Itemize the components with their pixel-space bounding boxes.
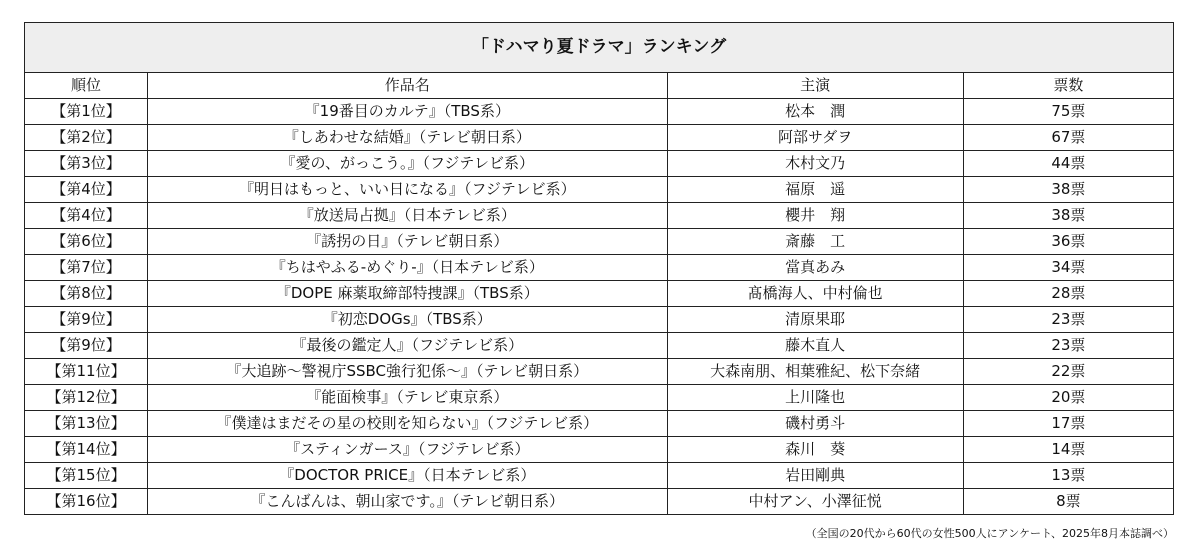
table-row bbox=[25, 229, 1174, 255]
table-row bbox=[25, 255, 1174, 281]
column-header-title: 作品名 bbox=[148, 73, 667, 99]
title-cell: 『ちはやふる-めぐり-』（日本テレビ系） bbox=[148, 255, 667, 281]
lead-cell: 阿部サダヲ bbox=[667, 125, 963, 151]
table-row bbox=[25, 411, 1174, 437]
title-cell: 『DOCTOR PRICE』（日本テレビ系） bbox=[148, 463, 667, 489]
rank-cell: 【第13位】 bbox=[25, 411, 148, 437]
rank-cell: 【第3位】 bbox=[25, 151, 148, 177]
table-row bbox=[25, 359, 1174, 385]
table-row bbox=[25, 307, 1174, 333]
rank-cell: 【第15位】 bbox=[25, 463, 148, 489]
table-row bbox=[25, 99, 1174, 125]
votes-cell: 67票 bbox=[963, 125, 1173, 151]
title-cell: 『明日はもっと、いい日になる』（フジテレビ系） bbox=[148, 177, 667, 203]
title-cell: 『こんばんは、朝山家です。』（テレビ朝日系） bbox=[148, 489, 667, 515]
lead-cell: 上川隆也 bbox=[667, 385, 963, 411]
table-row bbox=[25, 385, 1174, 411]
votes-cell: 75票 bbox=[963, 99, 1173, 125]
rank-cell: 【第9位】 bbox=[25, 307, 148, 333]
votes-cell: 28票 bbox=[963, 281, 1173, 307]
column-header-rank: 順位 bbox=[25, 73, 148, 99]
title-cell: 『僕達はまだその星の校則を知らない』（フジテレビ系） bbox=[148, 411, 667, 437]
ranking-table bbox=[24, 22, 1174, 515]
table-row bbox=[25, 151, 1174, 177]
votes-cell: 20票 bbox=[963, 385, 1173, 411]
table-row bbox=[25, 203, 1174, 229]
survey-footnote: （全国の20代から60代の女性500人にアンケート、2025年8月本誌調べ） bbox=[805, 527, 1174, 540]
title-cell: 『愛の、がっこう。』（フジテレビ系） bbox=[148, 151, 667, 177]
title-cell: 『能面検事』（テレビ東京系） bbox=[148, 385, 667, 411]
votes-cell: 36票 bbox=[963, 229, 1173, 255]
table-row bbox=[25, 489, 1174, 515]
votes-cell: 38票 bbox=[963, 203, 1173, 229]
votes-cell: 23票 bbox=[963, 333, 1173, 359]
lead-cell: 松本 潤 bbox=[667, 99, 963, 125]
lead-cell: 藤木直人 bbox=[667, 333, 963, 359]
lead-cell: 中村アン、小澤征悦 bbox=[667, 489, 963, 515]
rank-cell: 【第7位】 bbox=[25, 255, 148, 281]
rank-cell: 【第9位】 bbox=[25, 333, 148, 359]
lead-cell: 森川 葵 bbox=[667, 437, 963, 463]
title-cell: 『大追跡〜警視庁SSBC強行犯係〜』（テレビ朝日系） bbox=[148, 359, 667, 385]
votes-cell: 38票 bbox=[963, 177, 1173, 203]
rank-cell: 【第4位】 bbox=[25, 177, 148, 203]
rank-cell: 【第11位】 bbox=[25, 359, 148, 385]
votes-cell: 22票 bbox=[963, 359, 1173, 385]
rank-cell: 【第8位】 bbox=[25, 281, 148, 307]
lead-cell: 清原果耶 bbox=[667, 307, 963, 333]
table-row bbox=[25, 463, 1174, 489]
column-header-votes: 票数 bbox=[963, 73, 1173, 99]
lead-cell: 斎藤 工 bbox=[667, 229, 963, 255]
votes-cell: 8票 bbox=[963, 489, 1173, 515]
title-cell: 『最後の鑑定人』（フジテレビ系） bbox=[148, 333, 667, 359]
table-row bbox=[25, 177, 1174, 203]
table-header-row bbox=[25, 73, 1174, 99]
column-header-lead: 主演 bbox=[667, 73, 963, 99]
lead-cell: 木村文乃 bbox=[667, 151, 963, 177]
lead-cell: 當真あみ bbox=[667, 255, 963, 281]
title-cell: 『DOPE 麻薬取締部特捜課』（TBS系） bbox=[148, 281, 667, 307]
footnote-container bbox=[24, 527, 1174, 543]
lead-cell: 磯村勇斗 bbox=[667, 411, 963, 437]
table-title: 「ドハマり夏ドラマ」ランキング bbox=[25, 23, 1174, 73]
table-row bbox=[25, 333, 1174, 359]
rank-cell: 【第6位】 bbox=[25, 229, 148, 255]
lead-cell: 髙橋海人、中村倫也 bbox=[667, 281, 963, 307]
title-cell: 『しあわせな結婚』（テレビ朝日系） bbox=[148, 125, 667, 151]
rank-cell: 【第2位】 bbox=[25, 125, 148, 151]
votes-cell: 14票 bbox=[963, 437, 1173, 463]
title-cell: 『初恋DOGs』（TBS系） bbox=[148, 307, 667, 333]
table-row bbox=[25, 437, 1174, 463]
table-row bbox=[25, 125, 1174, 151]
rank-cell: 【第4位】 bbox=[25, 203, 148, 229]
title-cell: 『スティンガース』（フジテレビ系） bbox=[148, 437, 667, 463]
rank-cell: 【第14位】 bbox=[25, 437, 148, 463]
rank-cell: 【第16位】 bbox=[25, 489, 148, 515]
lead-cell: 櫻井 翔 bbox=[667, 203, 963, 229]
lead-cell: 福原 遥 bbox=[667, 177, 963, 203]
lead-cell: 岩田剛典 bbox=[667, 463, 963, 489]
rank-cell: 【第12位】 bbox=[25, 385, 148, 411]
table-title-row bbox=[25, 23, 1174, 73]
title-cell: 『19番目のカルテ』（TBS系） bbox=[148, 99, 667, 125]
votes-cell: 23票 bbox=[963, 307, 1173, 333]
votes-cell: 17票 bbox=[963, 411, 1173, 437]
title-cell: 『誘拐の日』（テレビ朝日系） bbox=[148, 229, 667, 255]
ranking-table-container bbox=[24, 22, 1174, 515]
title-cell: 『放送局占拠』（日本テレビ系） bbox=[148, 203, 667, 229]
votes-cell: 44票 bbox=[963, 151, 1173, 177]
votes-cell: 13票 bbox=[963, 463, 1173, 489]
votes-cell: 34票 bbox=[963, 255, 1173, 281]
rank-cell: 【第1位】 bbox=[25, 99, 148, 125]
lead-cell: 大森南朋、相葉雅紀、松下奈緒 bbox=[667, 359, 963, 385]
table-row bbox=[25, 281, 1174, 307]
